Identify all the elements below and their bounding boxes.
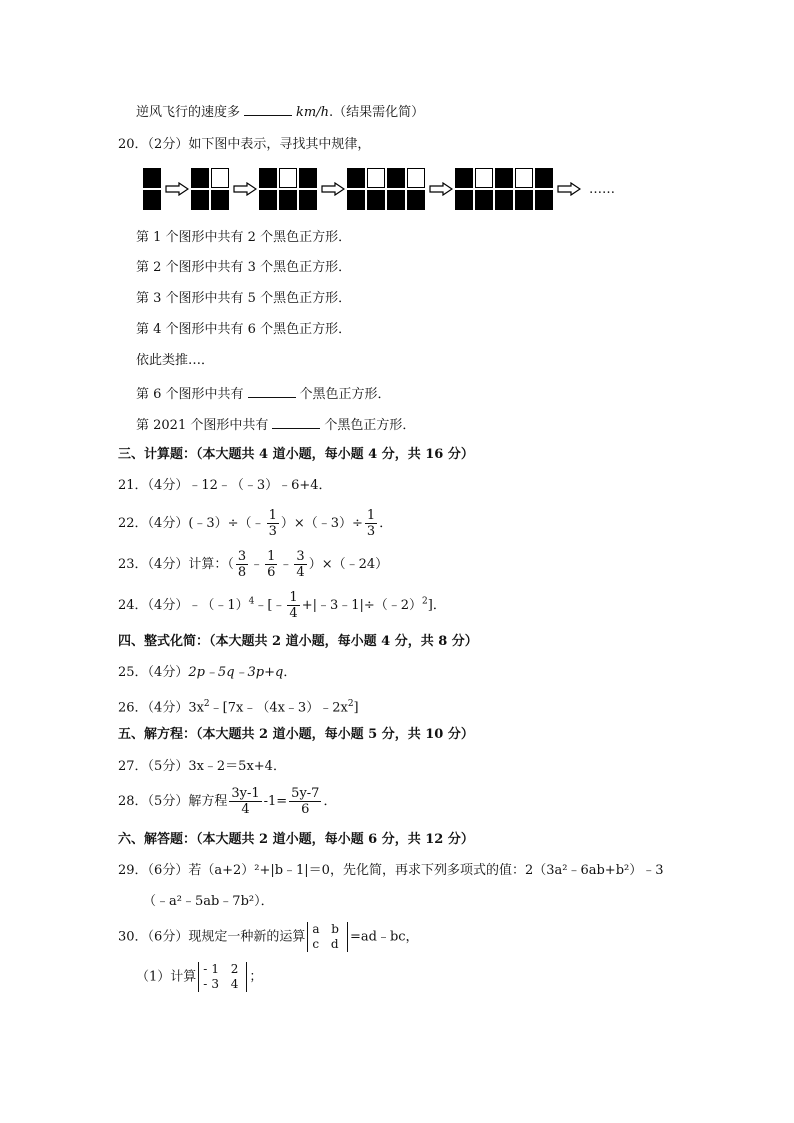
white-square [407, 168, 425, 188]
white-square [515, 168, 533, 188]
pattern-group-4 [347, 168, 425, 210]
arrow-right-icon [165, 182, 189, 196]
black-square [143, 190, 161, 210]
pattern-figure [143, 167, 615, 211]
black-square [143, 168, 161, 188]
black-square [367, 190, 385, 210]
answer-blank[interactable] [272, 416, 320, 429]
black-square [495, 190, 513, 210]
q26: 26．（4分）$3x^2﹣[7x﹣(4x﹣3)﹣2x^2]$ [118, 699, 359, 716]
black-square [299, 168, 317, 188]
q20-heading: 20．（2分）如下图中表示，寻找其中规律， [118, 137, 371, 152]
q20-line-1: 第 1 个图形中共有 2 个黑色正方形． [136, 230, 352, 245]
black-square [455, 168, 473, 188]
pattern-group-1 [143, 168, 161, 210]
black-square [347, 190, 365, 210]
arrow-right-icon [429, 182, 453, 196]
black-square [191, 168, 209, 188]
q28: 28．（5分）解方程 $\frac{3y-1}{4}$ -1= $\frac{5y-7}{6}$ ． [118, 786, 337, 817]
pattern-group-3 [259, 168, 317, 210]
q30-part-1: （1）计算 -1 2 -3 4 ； [136, 962, 263, 991]
black-square [347, 168, 365, 188]
fraction: $\frac{1}{3}$ [268, 508, 277, 539]
white-square [475, 168, 493, 188]
determinant: -1 2 -3 4 [198, 962, 247, 992]
q20-line-5: 依此类推…． [136, 353, 215, 368]
answer-blank[interactable] [248, 385, 296, 398]
q22: 22．（4分）(﹣3）÷（﹣ $\frac{1}{3}$ ）×（﹣3）÷ $\frac{1}{3}$ ． [118, 508, 393, 539]
black-square [211, 190, 229, 210]
fraction: $\frac{5y-7}{6}$ [291, 786, 320, 817]
fraction: $\frac{3}{4}$ [296, 549, 305, 580]
black-square [279, 190, 297, 210]
arrow-right-icon [233, 182, 257, 196]
fraction: $\frac{3}{8}$ [237, 549, 247, 580]
arrow-right-icon [321, 182, 345, 196]
black-square [475, 190, 493, 210]
answer-blank[interactable] [244, 103, 292, 116]
q29-line-2: （﹣a²﹣5ab﹣7b²）． [143, 894, 274, 909]
fraction: $\frac{1}{6}$ [267, 549, 276, 580]
q29-line-1: 29．（6分）若（a+2）²+|b﹣1|＝0，先化简，再求下列多项式的值：2（3a²﹣6ab+b²）﹣3 [118, 863, 664, 878]
determinant: a b c d [307, 922, 348, 952]
section-3-heading: 三、计算题：（本大题共 4 道小题，每小题 4 分，共 16 分） [118, 447, 474, 462]
section-6-heading: 六、解答题：（本大题共 2 道小题，每小题 6 分，共 12 分） [118, 832, 474, 847]
black-square [259, 190, 277, 210]
arrow-right-icon [557, 182, 581, 196]
black-square [535, 168, 553, 188]
q20-line-2: 第 2 个图形中共有 3 个黑色正方形． [136, 260, 352, 275]
q20-line-3: 第 3 个图形中共有 5 个黑色正方形． [136, 291, 352, 306]
q20-question-6: 第 6 个图形中共有 个黑色正方形． [136, 387, 391, 402]
section-5-heading: 五、解方程：（本大题共 2 道小题，每小题 5 分，共 10 分） [118, 727, 474, 742]
black-square [259, 168, 277, 188]
white-square [211, 168, 229, 188]
q21: 21．（4分）﹣12﹣（﹣3）﹣6+4． [118, 478, 332, 493]
q27: 27．（5分）3x﹣2＝5x+4． [118, 759, 286, 774]
fraction: $\frac{3y-1}{4}$ [231, 786, 260, 817]
white-square [279, 168, 297, 188]
pattern-group-2 [191, 168, 229, 210]
q30: 30．（6分）现规定一种新的运算 a b c d =ad﹣bc， [118, 922, 419, 951]
fraction: $\frac{1}{4}$ [289, 590, 298, 621]
black-square [191, 190, 209, 210]
section-4-heading: 四、整式化简：（本大题共 2 道小题，每小题 4 分，共 8 分） [118, 634, 478, 649]
q19-continuation: 逆风飞行的速度多 km/h.（结果需化简） [136, 105, 425, 120]
black-square [515, 190, 533, 210]
black-square [535, 190, 553, 210]
q23: 23．（4分）计算：（ $\frac{3}{8}$ ﹣ $\frac{1}{6}$ ﹣ $\frac{3}{4}$ ）×（﹣24） [118, 549, 389, 580]
white-square [367, 168, 385, 188]
q25: 25．（4分）2p﹣5q﹣3p+q． [118, 665, 297, 680]
black-square [387, 190, 405, 210]
q20-question-2021: 第 2021 个图形中共有 个黑色正方形． [136, 418, 416, 433]
black-square [387, 168, 405, 188]
black-square [407, 190, 425, 210]
black-square [495, 168, 513, 188]
q20-line-4: 第 4 个图形中共有 6 个黑色正方形． [136, 322, 352, 337]
q24: 24．（4分）﹣（﹣1）$^4$﹣[﹣ $\frac{1}{4}$ +|﹣3﹣1|÷（﹣2）$^2$]． [118, 590, 446, 621]
pattern-group-5 [455, 168, 553, 210]
black-square [455, 190, 473, 210]
black-square [299, 190, 317, 210]
ellipsis: …… [589, 181, 615, 197]
fraction: $\frac{1}{3}$ [366, 508, 376, 539]
